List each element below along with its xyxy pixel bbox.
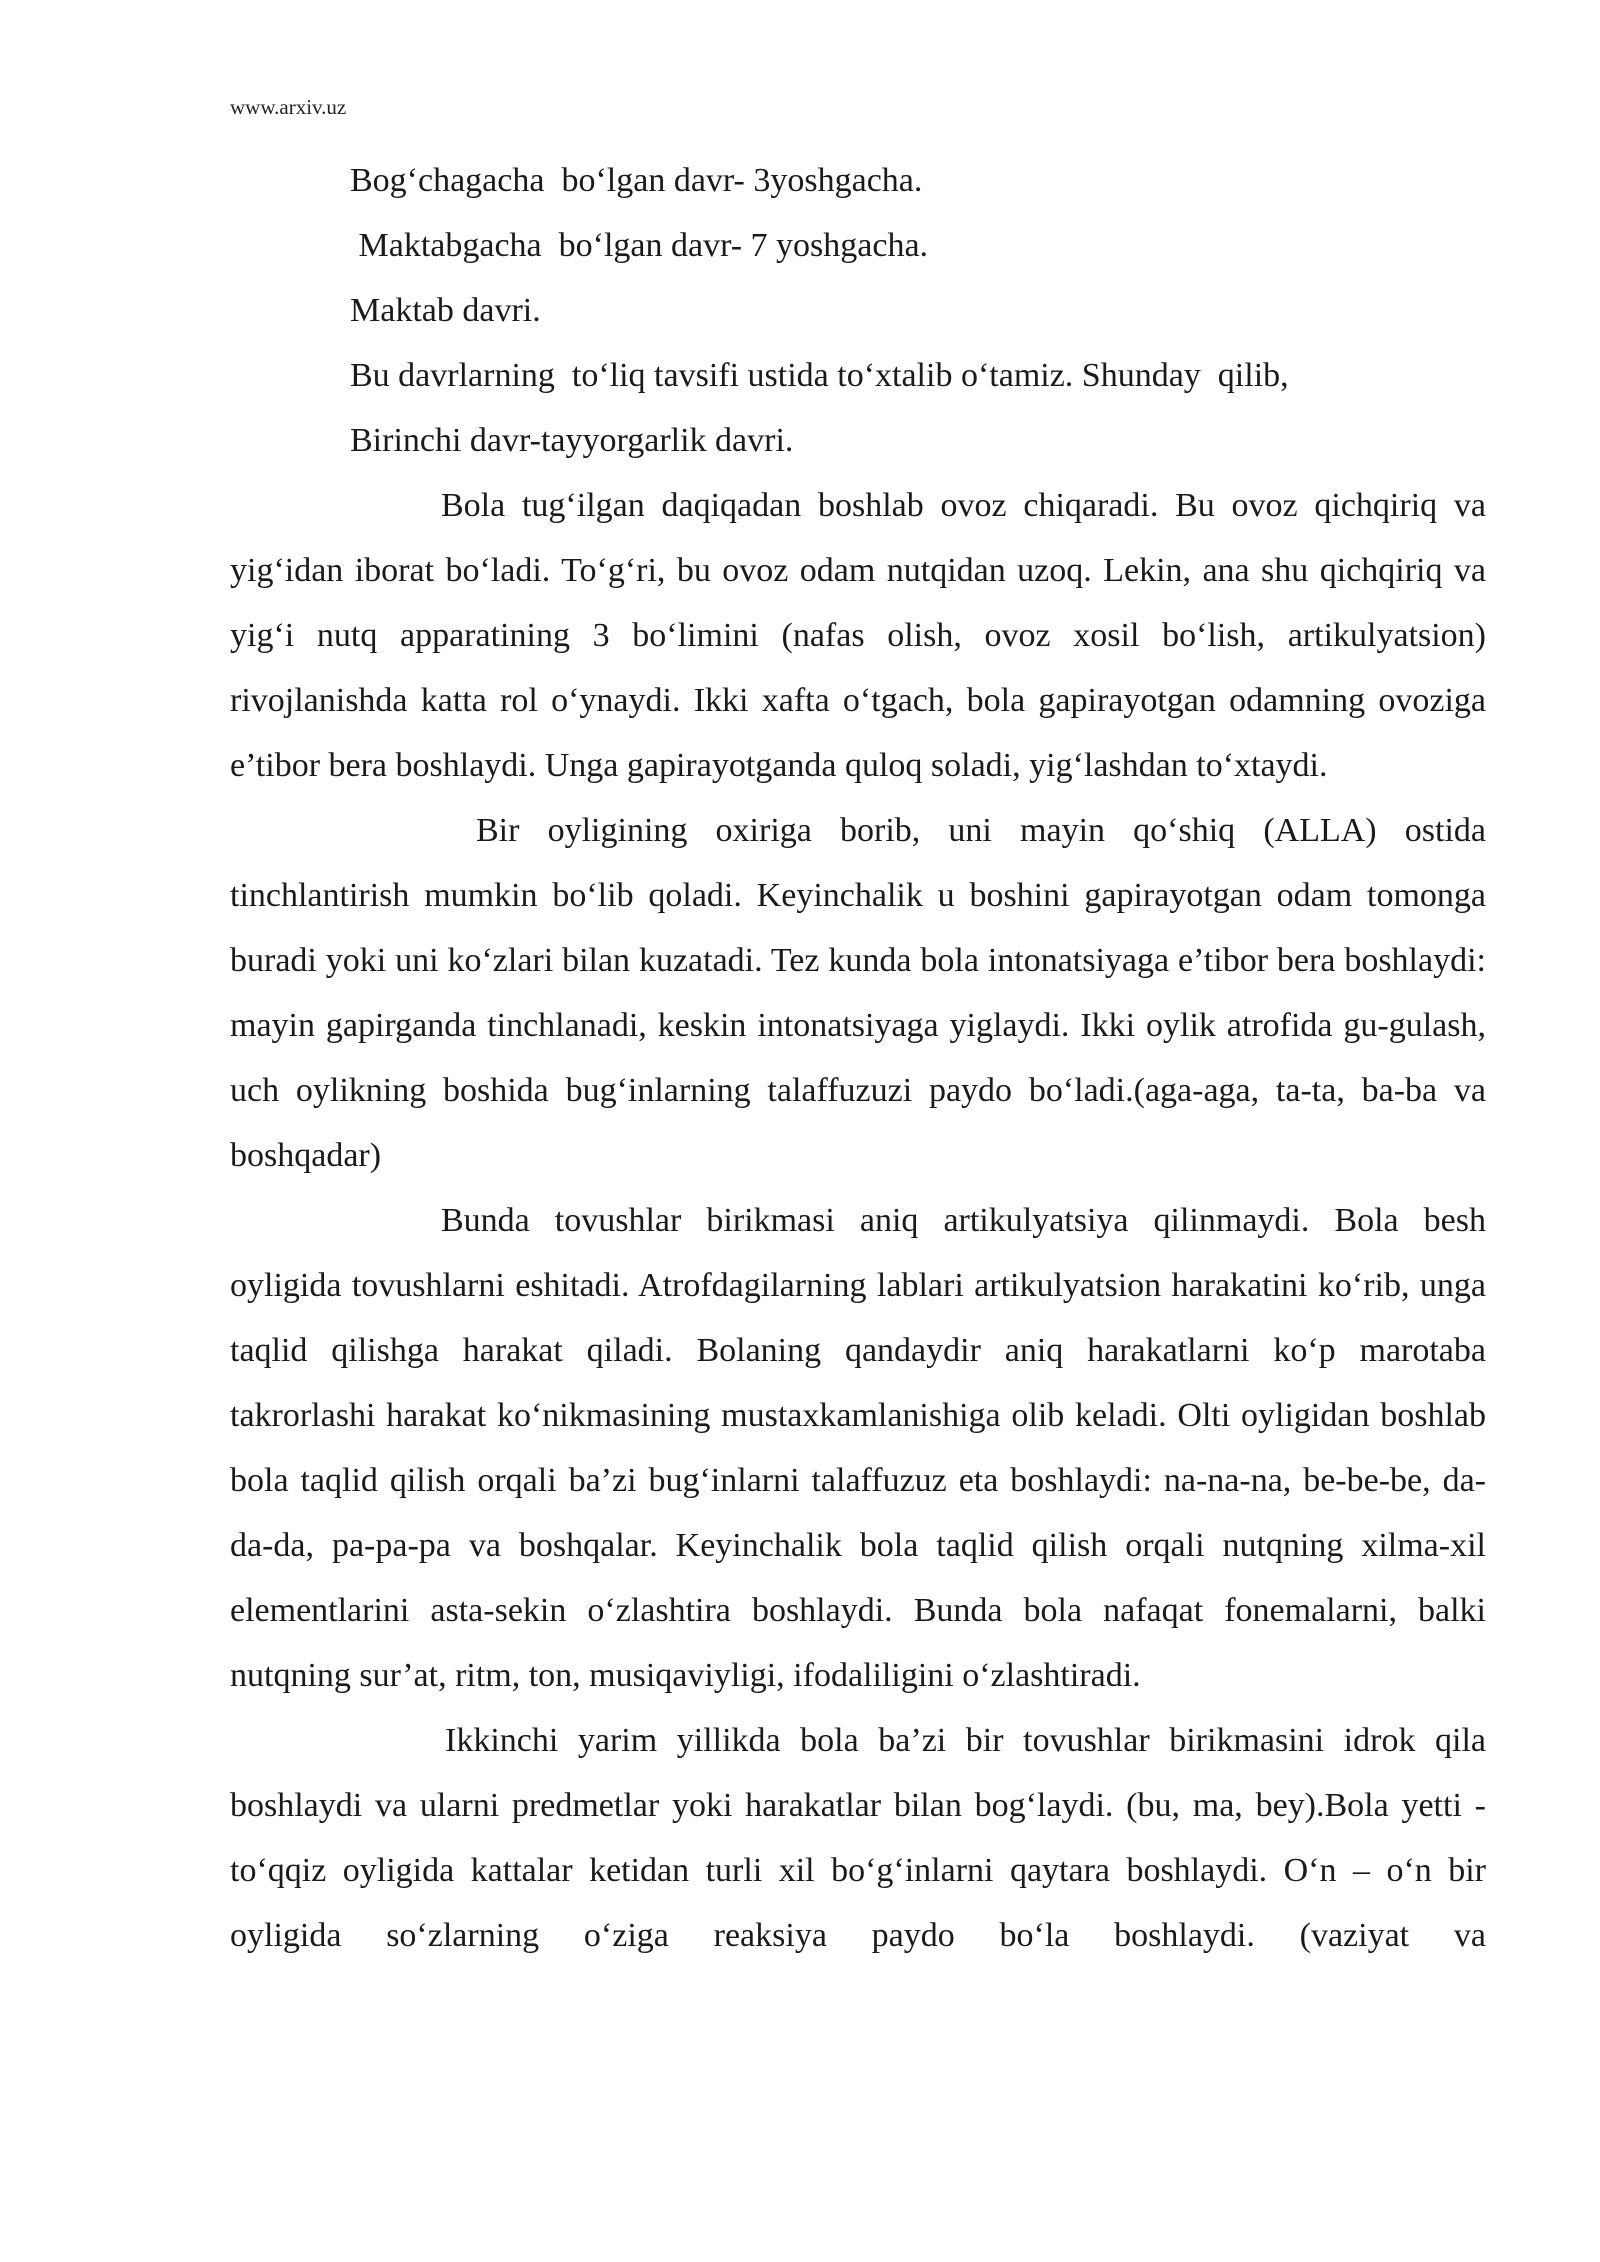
text-line: Birinchi davr-tayyorgarlik davri.	[350, 422, 794, 459]
document-body	[230, 148, 1486, 1968]
text-line: Bog‘chagacha bo‘lgan davr- 3yoshgacha.	[350, 162, 923, 199]
text-line: Bu davrlarning to‘liq tavsifi ustida to‘xtalib o‘tamiz. Shunday qilib,	[350, 357, 1289, 394]
text-line: Maktabgacha bo‘lgan davr- 7 yoshgacha.	[350, 227, 929, 264]
text-line: Maktab davri.	[350, 292, 541, 329]
paragraph: Bunda tovushlar birikmasi aniq artikulyatsiya qilinmaydi. Bola besh oyligida tovushlarni eshitadi. Atrofdagilarning lablari artikulyatsion harakatini ko‘rib, unga taqlid qilishga harakat qiladi. Bolaning qandaydir aniq harakatlarni ko‘p marotaba takrorlashi harakat ko‘nikmasining mustaxkamlanishiga olib keladi. Olti oyligidan boshlab bola taqlid qilish orqali ba’zi bug‘inlarni talaffuzuz eta boshlaydi: na-na-na, be-be-be, da-da-da, pa-pa-pa va boshqalar. Keyinchalik bola taqlid qilish orqali nutqning xilma-xil elementlarini asta-sekin o‘zlashtira boshlaydi. Bunda bola nafaqat fonemalarni, balki nutqning sur’at, ritm, ton, musiqaviyligi, ifodaliligini o‘zlashtiradi.	[230, 1202, 1486, 1694]
header-url: www.arxiv.uz	[230, 95, 347, 119]
paragraph: Bir oyligining oxiriga borib, uni mayin qo‘shiq (ALLA) ostida tinchlantirish mumkin bo‘lib qoladi. Keyinchalik u boshini gapirayotgan odam tomonga buradi yoki uni ko‘zlari bilan kuzatadi. Tez kunda bola intonatsiyaga e’tibor bera boshlaydi: mayin gapirganda tinchlanadi, keskin intonatsiyaga yiglaydi. Ikki oylik atrofida gu-gulash, uch oylikning boshida bug‘inlarning talaffuzuzi paydo bo‘ladi.(aga-aga, ta-ta, ba-ba va boshqadar)	[230, 812, 1486, 1174]
paragraph: Bola tug‘ilgan daqiqadan boshlab ovoz chiqaradi. Bu ovoz qichqiriq va yig‘idan iborat bo‘ladi. To‘g‘ri, bu ovoz odam nutqidan uzoq. Lekin, ana shu qichqiriq va yig‘i nutq apparatining 3 bo‘limini (nafas olish, ovoz xosil bo‘lish, artikulyatsion) rivojlanishda katta rol o‘ynaydi. Ikki xafta o‘tgach, bola gapirayotgan odamning ovoziga e’tibor bera boshlaydi. Unga gapirayotganda quloq soladi, yig‘lashdan to‘xtaydi.	[230, 487, 1486, 784]
paragraph: Ikkinchi yarim yillikda bola ba’zi bir tovushlar birikmasini idrok qila boshlaydi va ularni predmetlar yoki harakatlar bilan bog‘laydi. (bu, ma, bey).Bola yetti - to‘qqiz oyligida kattalar ketidan turli xil bo‘g‘inlarni qaytara boshlaydi. O‘n – o‘n bir oyligida so‘zlarning o‘ziga reaksiya paydo bo‘la boshlaydi. (vaziyat va	[230, 1722, 1486, 1954]
